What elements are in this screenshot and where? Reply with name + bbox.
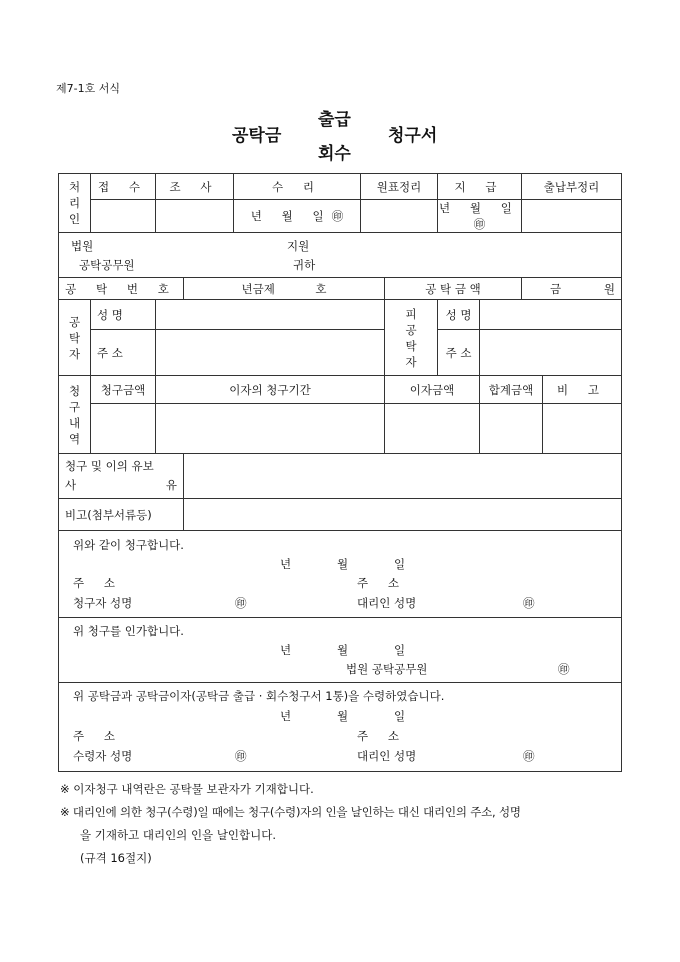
processing-label: 처리인	[59, 174, 91, 233]
title-main: 공탁금	[232, 126, 282, 146]
officer-seal-icon[interactable]: ㊞	[558, 662, 570, 676]
receipt-agent-seal-icon[interactable]: ㊞	[523, 749, 535, 763]
claimant-address-label: 주 소	[73, 576, 124, 590]
note-2: ※ 대리인에 의한 청구(수령)일 때에는 청구(수령)자의 인을 날인하는 대신 대리인의 주소, 성명	[60, 805, 521, 819]
receiver-address-label: 주 소	[73, 729, 124, 743]
header-remarks: 비 고	[543, 376, 622, 404]
claimant-seal-icon[interactable]: ㊞	[235, 596, 247, 610]
deposit-amount-label: 공 탁 금 액	[385, 278, 522, 300]
note-mark-icon: ※	[60, 782, 70, 796]
receipt-agent-address-label: 주 소	[357, 729, 408, 743]
depositor-name-value[interactable]	[156, 300, 385, 330]
interest-period-value[interactable]	[156, 404, 385, 454]
claim-month: 월	[337, 557, 349, 571]
cell-acceptance-date[interactable]: 년 월 일㊞	[234, 200, 361, 233]
paper-size-note: (규격 16절지)	[80, 851, 152, 865]
depositee-address-label: 주 소	[438, 330, 480, 376]
depositor-label: 공탁자	[59, 300, 91, 376]
depositor-address-label: 주 소	[91, 330, 156, 376]
officer-label: 공탁공무원	[79, 258, 135, 272]
interest-amount-value[interactable]	[385, 404, 480, 454]
approval-officer: 법원 공탁공무원	[346, 662, 428, 676]
deposit-number-label: 공 탁 번 호	[59, 278, 184, 300]
attachments-label: 비고(첨부서류등)	[59, 499, 184, 531]
depositee-address-value[interactable]	[480, 330, 622, 376]
total-amount-value[interactable]	[480, 404, 543, 454]
header-claim-amount: 청구금액	[91, 376, 156, 404]
header-total-amount: 합계금액	[480, 376, 543, 404]
claim-form-table	[58, 173, 622, 772]
receipt-agent-name-label: 대리인 성명	[357, 749, 417, 763]
seal-icon: ㊞	[331, 209, 344, 223]
receipt-year: 년	[280, 709, 292, 723]
seal-icon: ㊞	[473, 217, 486, 231]
receipt-day: 일	[394, 709, 406, 723]
header-ledger: 원표정리	[361, 174, 438, 200]
reason-label: 청구 및 이의 유보 사 유	[59, 454, 184, 499]
claimant-name-label: 청구자 성명	[73, 596, 133, 610]
note-2-continued: 을 기재하고 대리인의 인을 날인합니다.	[80, 828, 277, 842]
header-cashbook: 출납부정리	[522, 174, 622, 200]
header-review: 조 사	[156, 174, 234, 200]
cell-cashbook[interactable]	[522, 200, 622, 233]
approval-day: 일	[394, 643, 406, 657]
claim-amount-value[interactable]	[91, 404, 156, 454]
agent-address-label: 주 소	[357, 576, 408, 590]
depositee-name-label: 성 명	[438, 300, 480, 330]
receiver-name-label: 수령자 성명	[73, 749, 133, 763]
depositor-address-value[interactable]	[156, 330, 385, 376]
depositor-name-label: 성 명	[91, 300, 156, 330]
receiver-seal-icon[interactable]: ㊞	[235, 749, 247, 763]
notes	[60, 778, 630, 870]
deposit-amount-value[interactable]: 금 원	[522, 278, 622, 300]
claim-details-label: 청구내역	[59, 376, 91, 454]
approval-month: 월	[337, 643, 349, 657]
deposit-number-value[interactable]: 년금제 호	[184, 278, 385, 300]
note-1: ※ 이자청구 내역란은 공탁물 보관자가 기재합니다.	[60, 782, 314, 796]
court-label: 법원	[71, 239, 94, 253]
receipt-statement: 위 공탁금과 공탁금이자(공탁금 출급 · 회수청구서 1통)을 수령하였습니다.	[73, 689, 445, 703]
depositee-label: 피공탁자	[385, 300, 438, 376]
approval-block	[59, 618, 622, 683]
header-payment: 지 급	[438, 174, 522, 200]
claim-statement-block	[59, 531, 622, 618]
title-option-recover: 회수	[318, 144, 351, 164]
cell-payment-date[interactable]: 년 월 일㊞	[439, 201, 520, 231]
agent-seal-icon[interactable]: ㊞	[523, 596, 535, 610]
approval-year: 년	[280, 643, 292, 657]
reason-value[interactable]	[184, 454, 622, 499]
form-number: 제7-1호 서식	[56, 82, 120, 95]
header-interest-period: 이자의 청구기간	[156, 376, 385, 404]
claim-year: 년	[280, 557, 292, 571]
honorific-label: 귀하	[293, 258, 316, 272]
cell-ledger[interactable]	[361, 200, 438, 233]
cell-review[interactable]	[156, 200, 234, 233]
header-acceptance: 수 리	[234, 174, 361, 200]
receipt-month: 월	[337, 709, 349, 723]
remarks-value[interactable]	[543, 404, 622, 454]
header-receipt: 접 수	[91, 174, 156, 200]
header-interest-amount: 이자금액	[385, 376, 480, 404]
note-mark-icon: ※	[60, 805, 70, 819]
agent-name-label: 대리인 성명	[357, 596, 417, 610]
claim-statement: 위와 같이 청구합니다.	[73, 538, 184, 552]
claim-day: 일	[394, 557, 406, 571]
addressee-block	[59, 233, 622, 278]
title-suffix: 청구서	[388, 126, 438, 146]
approval-statement: 위 청구를 인가합니다.	[73, 624, 184, 638]
cell-receipt[interactable]	[91, 200, 156, 233]
attachments-value[interactable]	[184, 499, 622, 531]
title-option-withdraw: 출급	[318, 110, 351, 130]
receipt-block	[59, 683, 622, 772]
branch-label: 지원	[287, 239, 310, 253]
depositee-name-value[interactable]	[480, 300, 622, 330]
